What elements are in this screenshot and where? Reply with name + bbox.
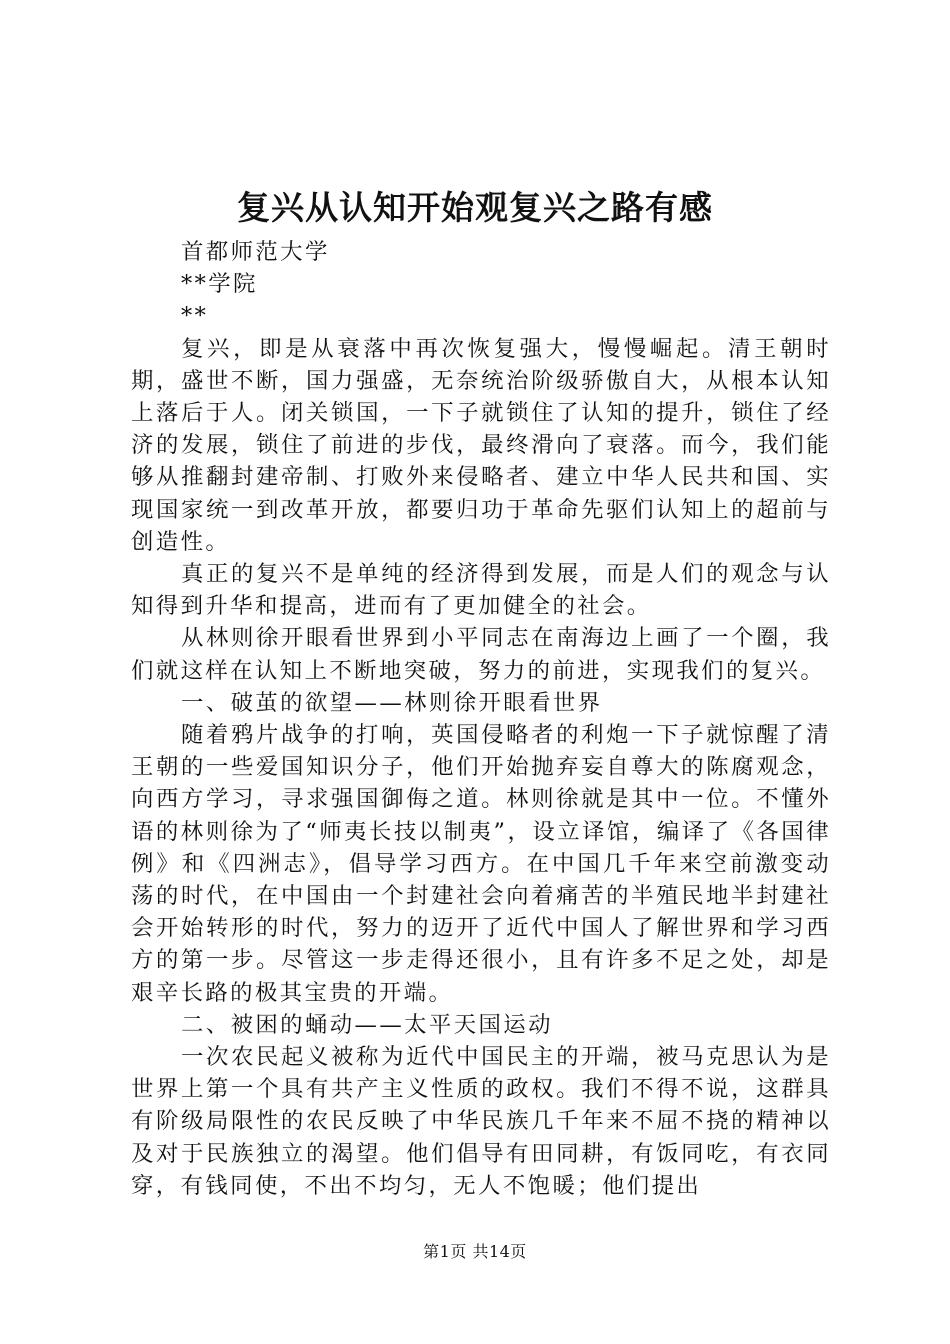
meta-author: ** (181, 303, 209, 330)
paragraph: 随着鸦片战争的打响，英国侵略者的利炮一下子就惊醒了清王朝的一些爱国知识分子，他们开始抛弃妄自尊大的陈腐观念，向西方学习，寻求强国御侮之道。林则徐就是其中一位。不懂外语的林则徐为了“师夷长技以制夷”，设立译馆，编译了《各国律例》和《四洲志》，倡导学习西方。在中国几千年来空前激变动荡的时代，在中国由一个封建社会向着痛苦的半殖民地半封建社会开始转形的时代，努力的迈开了近代中国人了解世界和学习西方的第一步。尽管这一步走得还很小，且有许多不足之处，却是艰辛长路的极其宝贵的开端。 (131, 722, 831, 1006)
paragraph: 从林则徐开眼看世界到小平同志在南海边上画了一个圈，我们就这样在认知上不断地突破，努力的前进，实现我们的复兴。 (131, 625, 831, 684)
meta-college: **学院 (181, 271, 258, 298)
paragraph: 复兴，即是从衰落中再次恢复强大，慢慢崛起。清王朝时期，盛世不断，国力强盛，无奈统治阶级骄傲自大，从根本认知上落后于人。闭关锁国，一下子就锁住了认知的提升，锁住了经济的发展，锁住了前进的步伐，最终滑向了衰落。而今，我们能够从推翻封建帝制、打败外来侵略者、建立中华人民共和国、实现国家统一到改革开放，都要归功于革命先驱们认知上的超前与创造性。 (131, 335, 831, 555)
document-title: 复兴从认知开始观复兴之路有感 (237, 188, 713, 227)
meta-university: 首都师范大学 (181, 239, 330, 265)
paragraph: 真正的复兴不是单纯的经济得到发展，而是人们的观念与认知得到升华和提高，进而有了更加健全的社会。 (131, 561, 831, 620)
page-number-footer: 第1页 共14页 (423, 1242, 527, 1261)
document-body (131, 236, 831, 1202)
paragraph: 一次农民起义被称为近代中国民主的开端，被马克思认为是世界上第一个具有共产主义性质的政权。我们不得不说，这群具有阶级局限性的农民反映了中华民族几千年来不屈不挠的精神以及对于民族独立的渴望。他们倡导有田同耕，有饭同吃，有衣同穿，有钱同使，不出不均匀，无人不饱暖；他们提出 (131, 1044, 831, 1199)
section-heading: 一、破茧的欲望——林则徐开眼看世界 (181, 689, 603, 716)
section-heading: 二、被困的蛹动——太平天国运动 (181, 1011, 553, 1038)
